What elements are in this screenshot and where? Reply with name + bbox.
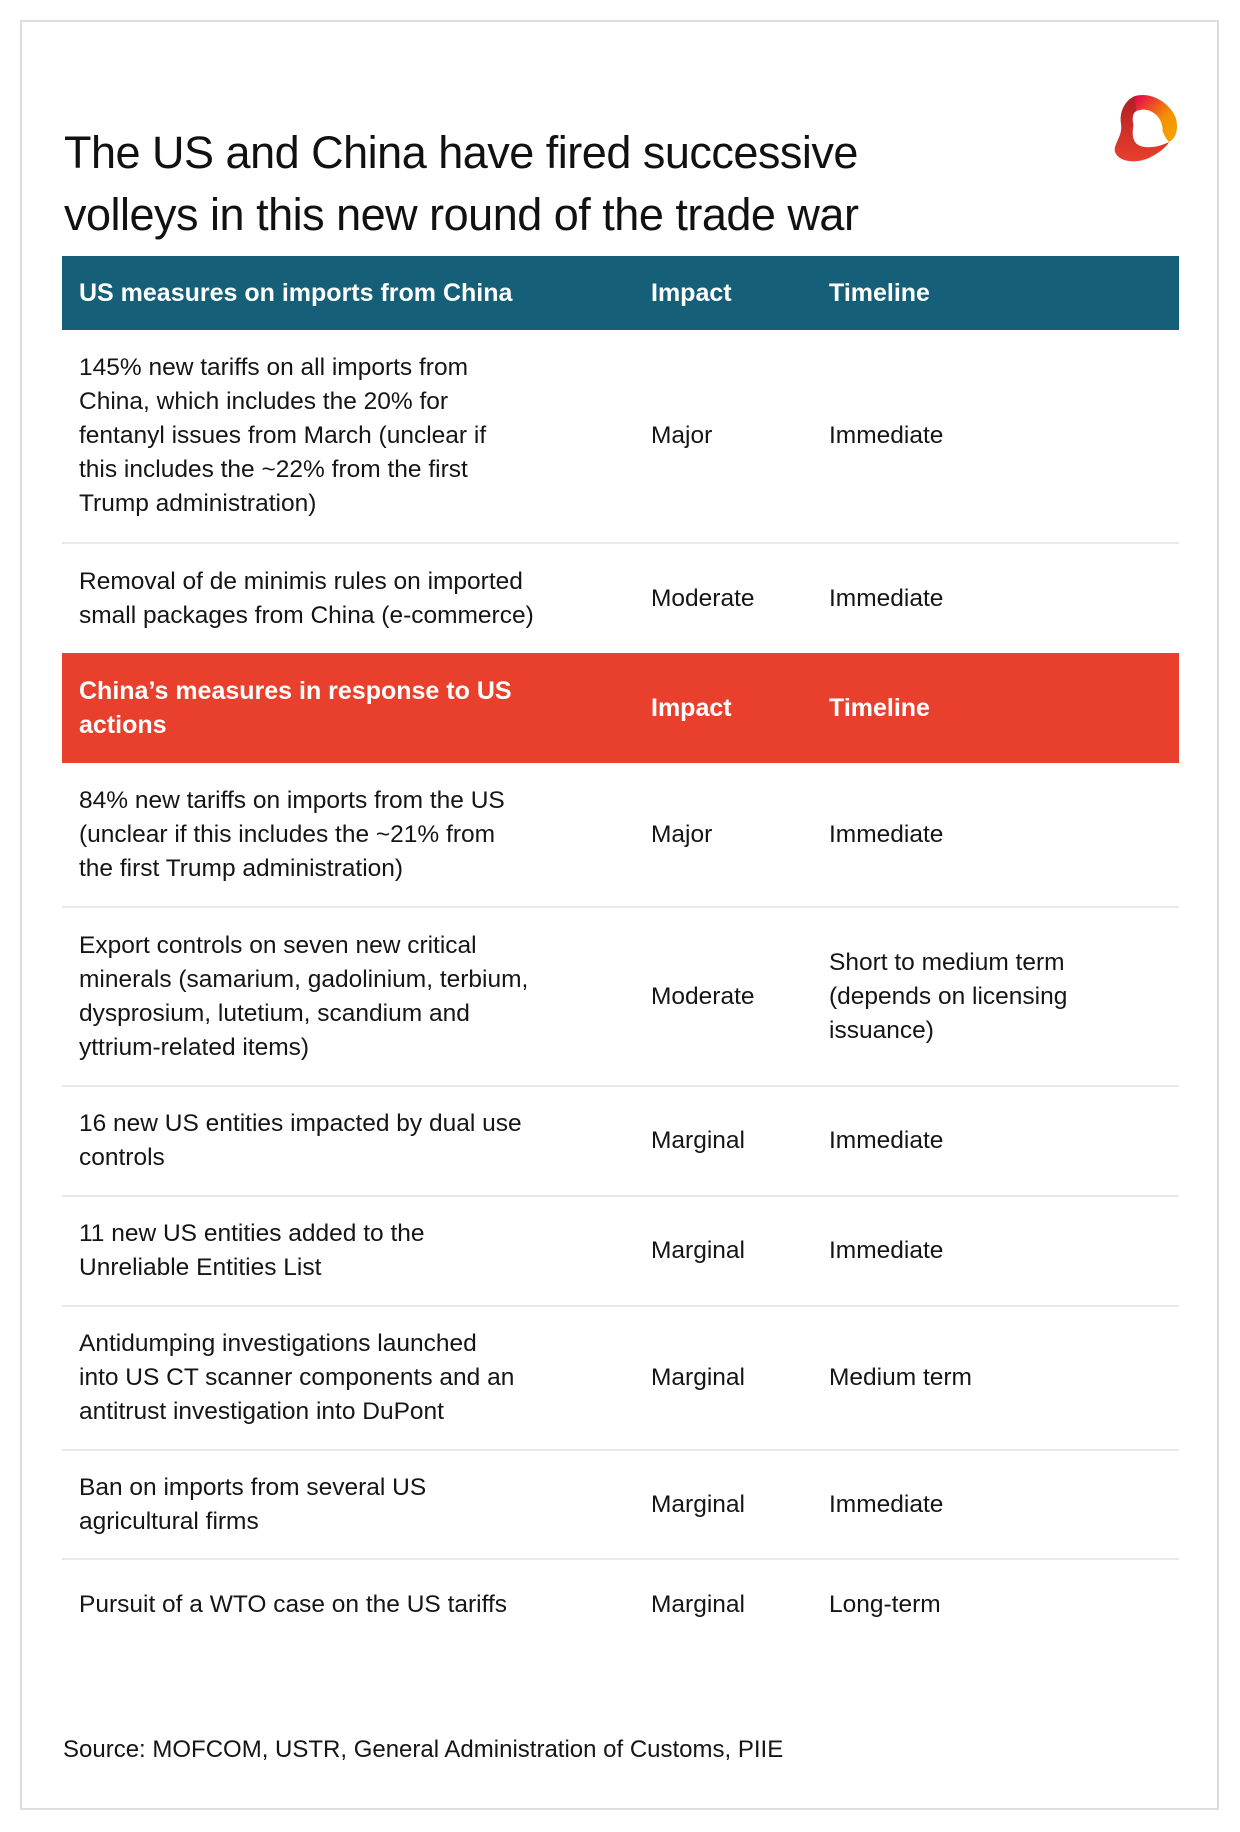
table-row	[62, 1087, 1179, 1197]
table-row	[62, 1197, 1179, 1307]
impact-cell	[651, 763, 811, 906]
impact-value: Major	[651, 820, 713, 848]
measure-text: (unclear if this includes the ~21% from	[79, 820, 496, 848]
timeline-value: Immediate	[829, 1490, 944, 1518]
timeline-value: Immediate	[829, 820, 944, 848]
timeline-cell	[829, 1560, 1159, 1650]
measure-text: 11 new US entities added to the	[79, 1220, 425, 1247]
table-row	[62, 1307, 1179, 1451]
timeline-cell	[829, 1307, 1159, 1449]
measure-cell	[79, 1560, 619, 1650]
impact-value: Marginal	[651, 1127, 745, 1154]
timeline-value: Immediate	[829, 584, 944, 612]
header-impact-cell	[651, 256, 811, 330]
measure-text: 145% new tariffs on all imports from	[79, 354, 468, 381]
measure-text: agricultural firms	[79, 1507, 259, 1535]
timeline-cell	[829, 908, 1159, 1085]
impact-value: Marginal	[651, 1364, 745, 1391]
measure-cell	[79, 544, 619, 653]
measure-cell	[79, 330, 619, 542]
header-timeline-cell	[829, 653, 1159, 763]
table-row	[62, 908, 1179, 1087]
impact-cell	[651, 544, 811, 653]
measure-text: Trump administration)	[79, 490, 317, 517]
header-measure-label: US measures on imports from China	[79, 279, 513, 307]
measure-cell	[79, 1451, 619, 1558]
measure-text: dysprosium, lutetium, scandium and	[79, 999, 470, 1027]
table-row	[62, 1451, 1179, 1560]
measure-cell	[79, 763, 619, 906]
measure-text: minerals (samarium, gadolinium, terbium,	[79, 965, 529, 993]
measure-text: small packages from China (e-commerce)	[79, 601, 534, 629]
measure-text: Pursuit of a WTO case on the US tariffs	[79, 1591, 508, 1618]
measure-text: 84% new tariffs on imports from the US	[79, 786, 505, 814]
impact-value: Marginal	[651, 1591, 745, 1618]
impact-cell	[651, 1087, 811, 1195]
header-impact-label: Impact	[651, 279, 732, 307]
china-measures-header	[62, 653, 1179, 763]
impact-value: Major	[651, 422, 713, 449]
measure-text: Removal of de minimis rules on imported	[79, 567, 523, 595]
timeline-cell	[829, 1087, 1159, 1195]
measure-text: Export controls on seven new critical	[79, 931, 477, 959]
impact-cell	[651, 330, 811, 542]
header-measure-label: China’s measures in response to US	[79, 677, 512, 705]
header-measure-label: actions	[79, 711, 167, 739]
header-timeline-label: Timeline	[829, 694, 930, 722]
measure-text: this includes the ~22% from the first	[79, 456, 468, 483]
timeline-value: Immediate	[829, 1127, 944, 1154]
measure-text: 16 new US entities impacted by dual use	[79, 1110, 522, 1137]
measure-text: controls	[79, 1144, 165, 1171]
measure-text: the first Trump administration)	[79, 854, 404, 882]
page-title	[64, 122, 1024, 246]
timeline-value: (depends on licensing	[829, 982, 1068, 1010]
impact-cell	[651, 1197, 811, 1305]
measure-cell	[79, 1197, 619, 1305]
measure-text: fentanyl issues from March (unclear if	[79, 422, 487, 449]
header-measure-cell	[79, 256, 619, 330]
timeline-cell	[829, 330, 1159, 542]
table-row	[62, 1560, 1179, 1650]
measure-text: yttrium-related items)	[79, 1033, 310, 1061]
timeline-cell	[829, 544, 1159, 653]
timeline-value: Immediate	[829, 1237, 944, 1264]
timeline-value: Short to medium term	[829, 948, 1065, 976]
measure-text: Antidumping investigations launched	[79, 1330, 477, 1357]
table-row	[62, 763, 1179, 908]
timeline-cell	[829, 1197, 1159, 1305]
header-timeline-label: Timeline	[829, 279, 930, 307]
impact-cell	[651, 1560, 811, 1650]
impact-value: Moderate	[651, 982, 755, 1010]
impact-cell	[651, 908, 811, 1085]
measure-text: antitrust investigation into DuPont	[79, 1398, 444, 1425]
source-note: Source: MOFCOM, USTR, General Administration of Customs, PIIE	[63, 1736, 784, 1763]
timeline-value: Medium term	[829, 1364, 972, 1391]
measure-cell	[79, 908, 619, 1085]
header-impact-cell	[651, 653, 811, 763]
header-measure-cell	[79, 653, 619, 763]
header-impact-label: Impact	[651, 694, 732, 722]
timeline-value: Long-term	[829, 1591, 941, 1618]
title-line: The US and China have fired successive	[64, 127, 858, 179]
timeline-cell	[829, 763, 1159, 906]
measure-cell	[79, 1087, 619, 1195]
header-timeline-cell	[829, 256, 1159, 330]
impact-value: Marginal	[651, 1490, 745, 1518]
impact-value: Moderate	[651, 584, 755, 612]
impact-cell	[651, 1451, 811, 1558]
measure-text: Ban on imports from several US	[79, 1473, 427, 1501]
title-line: volleys in this new round of the trade war	[64, 189, 859, 241]
us-measures-header	[62, 256, 1179, 330]
brand-ribbon-logo-icon	[1105, 90, 1181, 166]
timeline-value: issuance)	[829, 1016, 934, 1044]
timeline-value: Immediate	[829, 422, 944, 449]
table-row	[62, 330, 1179, 544]
measure-cell	[79, 1307, 619, 1449]
measure-text: into US CT scanner components and an	[79, 1364, 515, 1391]
measure-text: Unreliable Entities List	[79, 1254, 322, 1281]
impact-cell	[651, 1307, 811, 1449]
table-row	[62, 544, 1179, 653]
impact-value: Marginal	[651, 1237, 745, 1264]
timeline-cell	[829, 1451, 1159, 1558]
measure-text: China, which includes the 20% for	[79, 388, 449, 415]
